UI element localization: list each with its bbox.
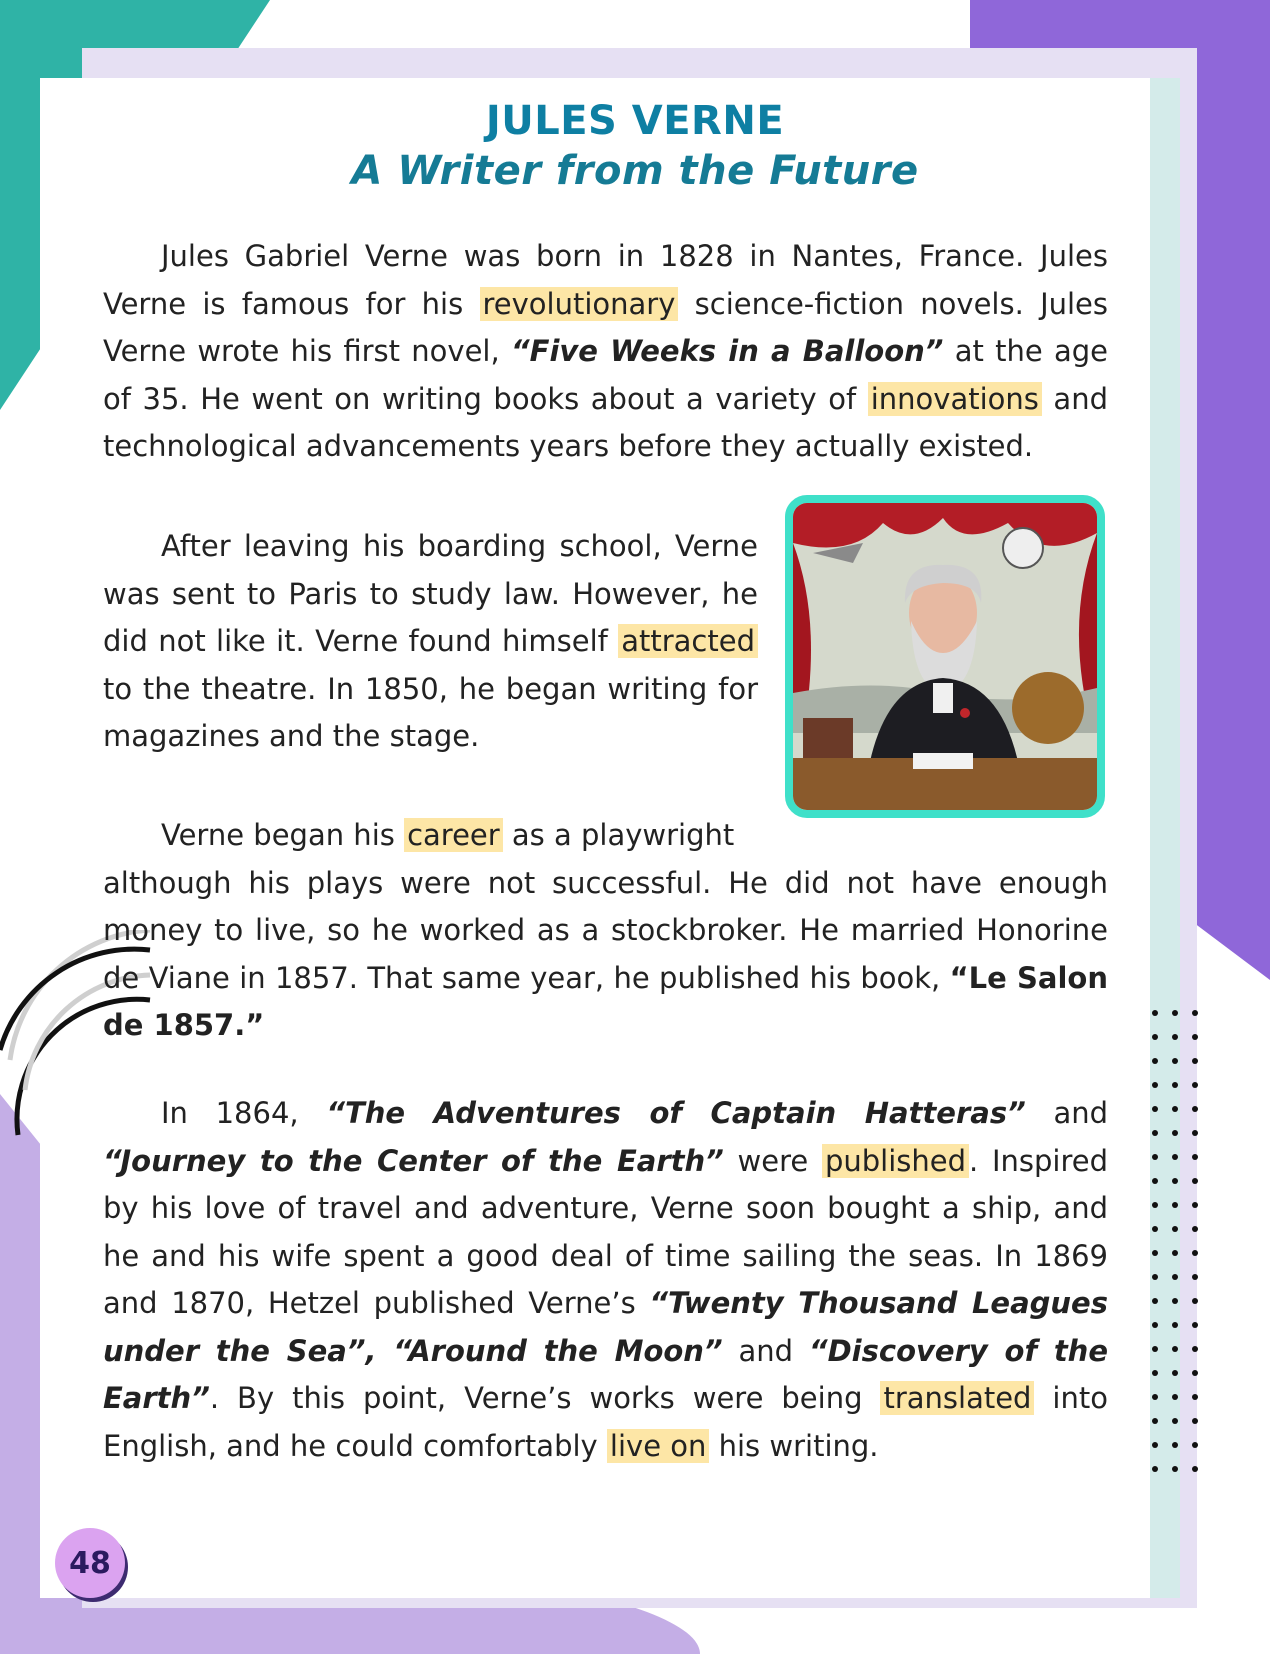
highlight-word: innovations <box>868 382 1042 416</box>
portrait-illustration <box>793 503 1097 810</box>
jules-verne-portrait <box>785 495 1105 818</box>
book-title: “Discovery of the Earth” <box>103 1333 1108 1415</box>
highlight-word: translated <box>880 1381 1034 1415</box>
book-title: “Journey to the Center of the Earth” <box>103 1143 724 1178</box>
paragraph-publications: In 1864, “The Adventures of Captain Hatteras” and “Journey to the Center of the Earth” were published . Inspired by his love of travel and adventure, Verne soon bought a ship, and he and his wife spent a good deal of time sailing the seas. In 1869 and 1870, Hetzel published Verne’s “Twenty Thousand Leagues under the Sea”, “Around the Moon” and “Discovery of the Earth”. By this point, Verne’s works were being translated into English, and he could comfortably live on his writing. <box>103 1096 1109 1463</box>
title-name: JULES VERNE <box>485 98 785 144</box>
highlight-word: live on <box>607 1429 709 1463</box>
paragraph-career: Verne began his career as a playwright although his plays were not successful. He did not have enough money to live, so he worked as a stockbroker. He married Honorine de Viane in 1857. That same year, he published his book, “Le Salon de 1857.” <box>103 818 1108 1042</box>
book-title: “Twenty Thousand Leagues under the Sea”, “Around the Moon” <box>103 1286 1108 1368</box>
book-title: “Five Weeks in a Balloon” <box>510 334 944 368</box>
paragraph-paris: After leaving his boarding school, Verne was sent to Paris to study law. However, he did not like it. Verne found himself attracted to the theatre. In 1850, he began writing for magazines and the stage. <box>103 529 758 753</box>
highlight-word: career <box>404 818 503 852</box>
highlight-word: published <box>822 1144 969 1178</box>
dot-grid-decoration <box>1152 1010 1212 1490</box>
page-number-badge <box>55 1528 125 1598</box>
page-title <box>0 96 1270 196</box>
highlight-word: attracted <box>618 624 758 658</box>
page-number: 48 <box>69 1545 111 1581</box>
book-title: “The Adventures of Captain Hatteras” <box>326 1096 1026 1130</box>
title-subtitle: A Writer from the Future <box>351 148 919 194</box>
highlight-word: revolutionary <box>480 287 679 321</box>
book-title: “Le Salon de 1857.” <box>103 960 1108 1042</box>
paragraph-birth: Jules Gabriel Verne was born in 1828 in Nantes, France. Jules Verne is famous for his revolutionary science-fiction novels. Jules Verne wrote his first novel, “Five Weeks in a Balloon” at the age of 35. He went on writing books about a variety of innovations and technological advancements years before they actually existed. <box>103 239 1109 463</box>
